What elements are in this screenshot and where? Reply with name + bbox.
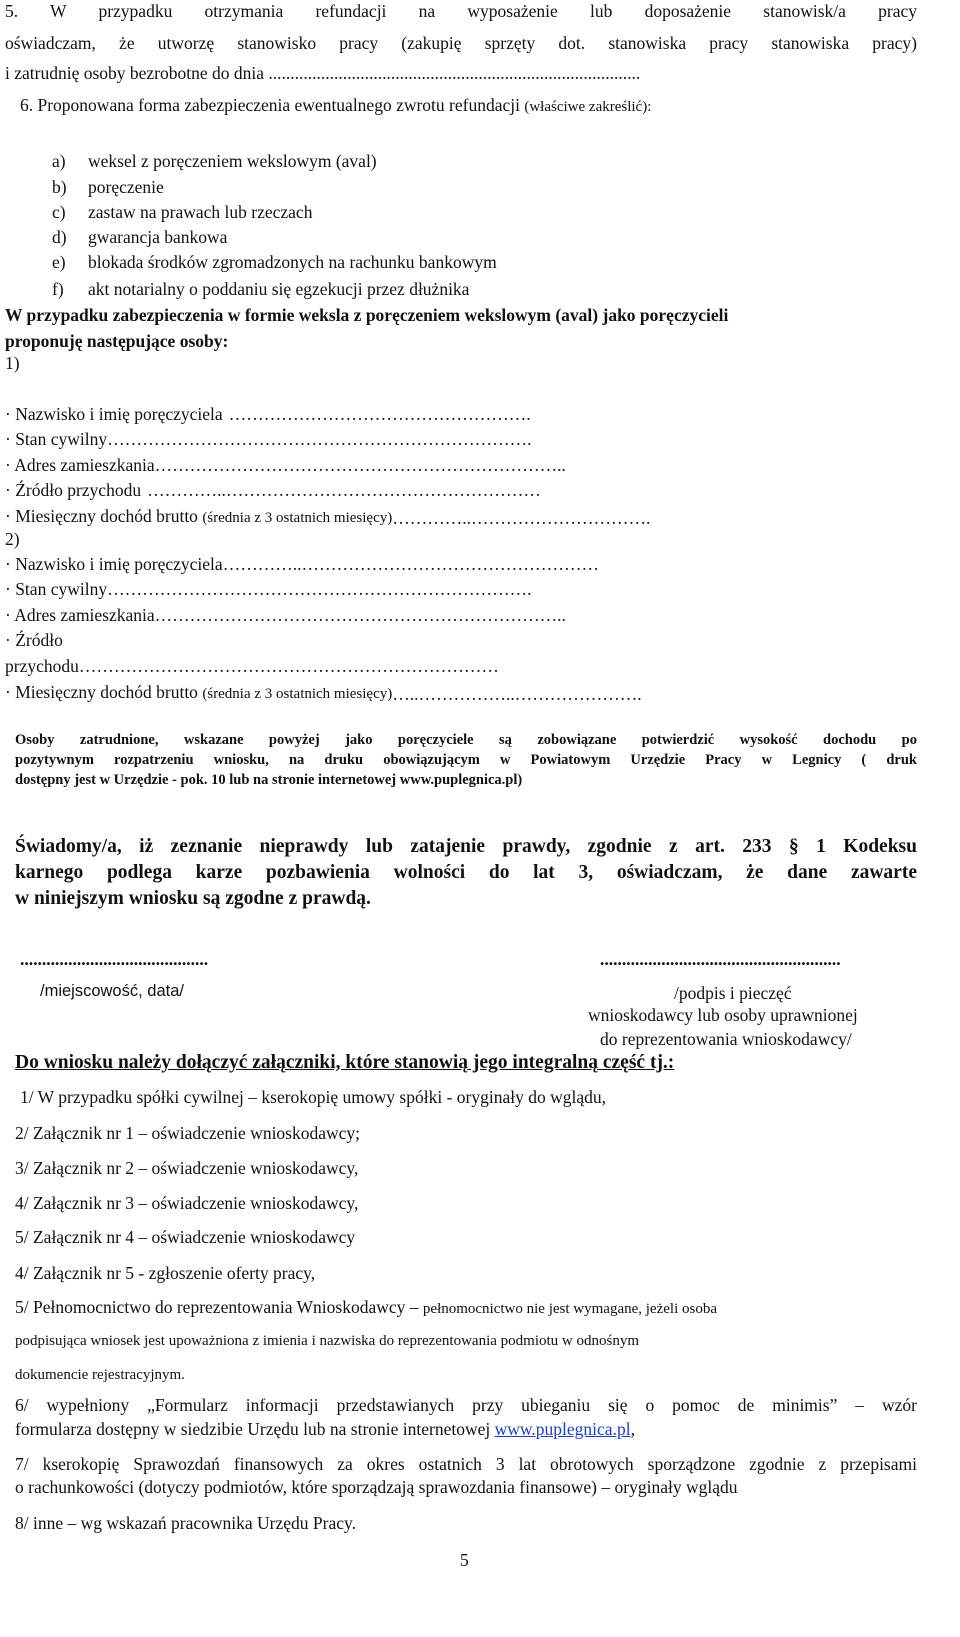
guarantor2-monthly-row	[5, 681, 786, 705]
attachment-item-6: 4/ Załącznik nr 5 - zgłoszenie oferty pracy,	[15, 1263, 316, 1283]
guarantor2-monthly-dots: …..……………..………………….	[392, 684, 642, 704]
section6-heading-note: (właściwe zakreślić):	[524, 99, 652, 115]
option-letter: f)	[52, 279, 64, 299]
option-text: akt notarialny o poddaniu się egzekucji przez dłużnika	[88, 279, 470, 299]
attachment-item-9-line2: o rachunkowości (dotyczy podmiotów, które sporządzają sprawozdania finansowe) – oryginały wglądu	[15, 1477, 738, 1497]
guarantor2-civil-label: · Stan cywilny	[5, 579, 108, 599]
section5-line2: oświadczam, że utworzę stanowisko pracy (zakupię sprzęty dot. stanowiska pracy stanowiska pracy)	[5, 33, 917, 53]
signature-sign-label-3: do reprezentowania wnioskodawcy/	[600, 1029, 852, 1049]
guarantor2-monthly-note: (średnia z 3 ostatnich miesięcy)	[202, 686, 393, 702]
attachment-item-2: 2/ Załącznik nr 1 – oświadczenie wnioskodawcy;	[15, 1123, 361, 1143]
section5-line1: 5. W przypadku otrzymania refundacji na wyposażenie lub doposażenie stanowisk/a pracy	[5, 1, 917, 21]
guarantor2-name-label: · Nazwisko i imię poręczyciela	[5, 554, 223, 574]
guarantor1-name-row	[5, 403, 841, 425]
guarantor1-name-dots: …………………………………………….	[228, 404, 531, 424]
guarantor2-number: 2)	[5, 529, 20, 549]
guarantor1-name-label: · Nazwisko i imię poręczyciela	[5, 404, 223, 424]
signature-place-label: /miejscowość, data/	[40, 982, 184, 1000]
option-a	[52, 150, 377, 172]
option-text: poręczenie	[88, 177, 164, 197]
guarantor1-income-dots: …………..………………………………………………	[147, 480, 541, 500]
section6-heading-text: 6. Proponowana forma zabezpieczenia ewentualnego zwrotu refundacji	[20, 95, 520, 115]
guarantor1-address-row	[5, 454, 871, 476]
option-d	[52, 226, 227, 248]
attachment-item-7	[15, 1296, 717, 1320]
attachment-item-1: 1/ W przypadku spółki cywilnej – kserokopię umowy spółki - oryginały do wglądu,	[20, 1087, 607, 1107]
option-text: gwarancja bankowa	[88, 227, 228, 247]
guarantor2-civil-dots: ……………………………………………………………….	[107, 579, 532, 599]
attachment-item-8-line1: 6/ wypełniony „Formularz informacji przedstawianych przy ubieganiu się o pomoc de minimis” – wzór	[15, 1395, 917, 1415]
attachment-item-7-main: 5/ Pełnomocnictwo do reprezentowania Wnioskodawcy –	[15, 1297, 419, 1317]
guarantor2-monthly-label: · Miesięczny dochód brutto	[5, 682, 198, 702]
attachment-item-3: 3/ Załącznik nr 2 – oświadczenie wnioskodawcy,	[15, 1158, 359, 1178]
guarantor2-address-row	[5, 604, 871, 626]
guarantor1-civil-dots: ……………………………………………………………….	[107, 429, 532, 449]
option-c	[52, 201, 312, 223]
section6-heading	[20, 94, 651, 118]
signature-sign-label-1: /podpis i pieczęć	[674, 983, 792, 1003]
guarantor-note-line1: Osoby zatrudnione, wskazane powyżej jako poręczyciele są zobowiązane potwierdzić wysokość dochodu po	[15, 732, 917, 748]
guarantor-note-line3: dostępny jest w Urzędzie - pok. 10 lub na stronie internetowej www.puplegnica.pl)	[15, 772, 523, 788]
attachment-item-7-line2: podpisująca wniosek jest upoważniona z imienia i nazwiska do reprezentowania podmiotu w odnośnym	[15, 1333, 640, 1349]
guarantor2-income-label-2: przychodu	[5, 656, 79, 676]
guarantor1-income-label: · Źródło przychodu	[5, 480, 142, 500]
option-letter: d)	[52, 227, 67, 247]
signature-sign-label-2: wnioskodawcy lub osoby uprawnionej	[588, 1005, 858, 1025]
guarantor2-income-row	[5, 655, 793, 677]
option-text: weksel z poręczeniem wekslowym (aval)	[88, 151, 377, 171]
option-text: zastaw na prawach lub rzeczach	[88, 202, 313, 222]
guarantor-heading-line2: proponuję następujące osoby:	[5, 331, 229, 351]
guarantor-heading-line1: W przypadku zabezpieczenia w formie weksla z poręczeniem wekslowym (aval) jako poręczycieli	[5, 305, 729, 325]
guarantor1-address-dots: ……………………………………………………………..	[154, 455, 566, 475]
option-f	[52, 278, 469, 300]
attachment-item-8-comma: ,	[630, 1419, 635, 1439]
page-number: 5	[460, 1550, 469, 1570]
attachment-item-9-line1: 7/ kserokopię Sprawozdań finansowych za okres ostatnich 3 lat obrotowych sporządzone zgodnie z przepisami	[15, 1454, 917, 1474]
attachments-heading: Do wniosku należy dołączyć załączniki, które stanowią jego integralną część tj.:	[15, 1052, 675, 1073]
guarantor1-civil-row	[5, 428, 877, 450]
puplegnica-link[interactable]: www.puplegnica.pl	[494, 1419, 631, 1439]
guarantor-note-line2: pozytywnym rozpatrzeniu wniosku, na druku obowiązującym w Powiatowym Urzędzie Pracy w Legnicy ( druk	[15, 752, 917, 768]
guarantor2-address-dots: ……………………………………………………………..	[154, 605, 566, 625]
guarantor1-monthly-dots: …………..………………………….	[392, 508, 651, 528]
declaration-line1: Świadomy/a, iż zeznanie nieprawdy lub zatajenie prawdy, zgodnie z art. 233 § 1 Kodeksu	[15, 836, 917, 857]
guarantor2-name-row	[5, 553, 843, 575]
guarantor1-monthly-label: · Miesięczny dochód brutto	[5, 506, 198, 526]
attachment-item-8-line2	[15, 1418, 635, 1440]
signature-sign-dots: .......................................................	[600, 949, 841, 969]
option-text: blokada środków zgromadzonych na rachunku bankowym	[88, 252, 497, 272]
option-letter: b)	[52, 177, 67, 197]
attachment-item-7-line3: dokumencie rejestracyjnym.	[15, 1367, 185, 1383]
option-letter: c)	[52, 202, 66, 222]
guarantor1-address-label: · Adres zamieszkania	[5, 455, 155, 475]
declaration-line3: w niniejszym wniosku są zgodne z prawdą.	[15, 888, 371, 909]
attachment-item-5: 5/ Załącznik nr 4 – oświadczenie wnioskodawcy	[15, 1227, 356, 1247]
option-letter: a)	[52, 151, 66, 171]
guarantor2-name-dots: …………..……………………………………………	[222, 554, 599, 574]
guarantor1-number: 1)	[5, 353, 20, 373]
guarantor1-monthly-note: (średnia z 3 ostatnich miesięcy)	[202, 510, 393, 526]
attachment-item-7-note: pełnomocnictwo nie jest wymagane, jeżeli osoba	[422, 1301, 717, 1317]
option-letter: e)	[52, 252, 66, 272]
option-e	[52, 251, 497, 273]
guarantor2-income-dots: ………………………………………………………………	[78, 656, 499, 676]
attachment-item-4: 4/ Załącznik nr 3 – oświadczenie wnioskodawcy,	[15, 1193, 359, 1213]
signature-place-dots: ...........................................	[20, 949, 209, 969]
guarantor1-income-row	[5, 479, 877, 501]
attachment-item-8-text: formularza dostępny w siedzibie Urzędu lub na stronie internetowej	[15, 1419, 491, 1439]
guarantor2-address-label: · Adres zamieszkania	[5, 605, 155, 625]
declaration-line2: karnego podlega karze pozbawienia wolności do lat 3, oświadczam, że dane zawarte	[15, 862, 917, 883]
option-b	[52, 176, 164, 198]
guarantor1-monthly-row	[5, 505, 786, 529]
guarantor2-civil-row	[5, 578, 877, 600]
attachment-item-10: 8/ inne – wg wskazań pracownika Urzędu Pracy.	[15, 1513, 356, 1533]
section5-line3: i zatrudnię osoby bezrobotne do dnia .....................................................................................	[5, 63, 641, 83]
guarantor1-civil-label: · Stan cywilny	[5, 429, 108, 449]
guarantor2-income-label-1: · Źródło	[5, 630, 63, 650]
